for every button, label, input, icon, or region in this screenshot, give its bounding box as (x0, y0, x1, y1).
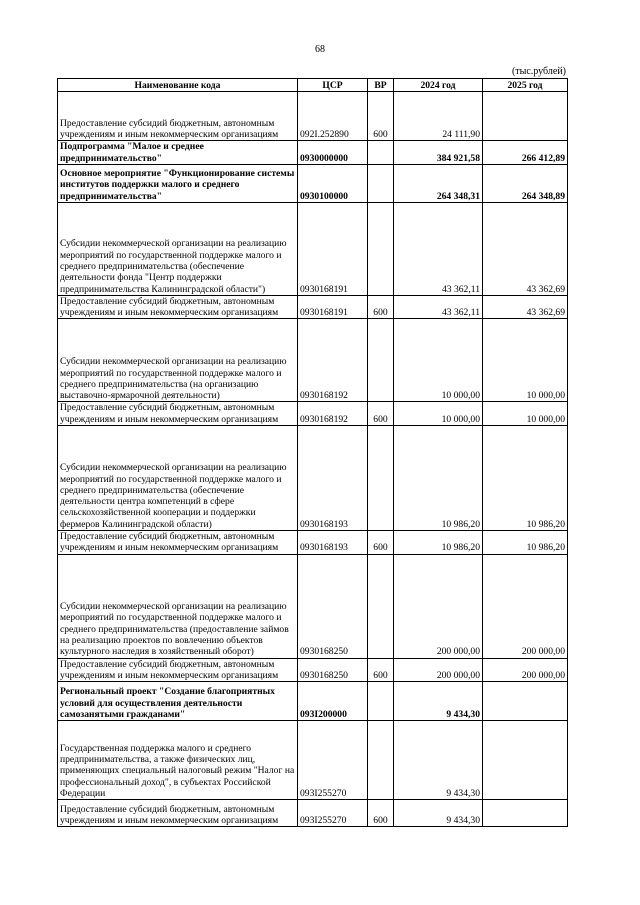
row-2025: 200 000,00 (483, 554, 568, 658)
row-vr (368, 554, 394, 658)
row-2024: 9 434,30 (394, 682, 483, 721)
row-vr (368, 319, 394, 402)
table-row (58, 426, 568, 531)
row-2024: 10 986,20 (394, 531, 483, 555)
row-2025: 266 412,89 (483, 141, 568, 165)
row-2024: 9 434,30 (394, 721, 483, 800)
row-name: Подпрограмма "Малое и среднее предпринимательство" (58, 141, 298, 165)
table-row (58, 402, 568, 426)
row-2025: 10 986,20 (483, 426, 568, 531)
row-vr (368, 164, 394, 202)
row-2024: 24 111,90 (394, 92, 483, 141)
row-2025: 10 000,00 (483, 402, 568, 426)
row-name: Региональный проект "Создание благоприятных условий для осуществления деятельности самозанятыми гражданами" (58, 682, 298, 721)
row-csr: 0930168192 (298, 319, 368, 402)
row-2025: 200 000,00 (483, 658, 568, 682)
row-csr: 093I255270 (298, 800, 368, 827)
header-2025: 2025 год (483, 79, 568, 92)
row-vr: 600 (368, 800, 394, 827)
row-name: Субсидии некоммерческой организации на реализацию мероприятий по государственной поддержке малого и среднего предпринимательства (на организацию выставочно-ярмарочной деятельности) (58, 319, 298, 402)
row-2025 (483, 721, 568, 800)
row-name: Предоставление субсидий бюджетным, автономным учреждениям и иным некоммерческим организациям (58, 402, 298, 426)
row-2024: 10 000,00 (394, 402, 483, 426)
row-2024: 384 921,58 (394, 141, 483, 165)
row-2025: 10 986,20 (483, 531, 568, 555)
row-csr: 0930168193 (298, 531, 368, 555)
row-name: Предоставление субсидий бюджетным, автономным учреждениям и иным некоммерческим организациям (58, 531, 298, 555)
row-csr: 0930168250 (298, 658, 368, 682)
row-name: Субсидии некоммерческой организации на реализацию мероприятий по государственной поддержке малого и среднего предпринимательства (обеспечение деятельности центра компетенций в сфере сельскохозяйственной кооперации и поддержки фермеров Калининградской области) (58, 426, 298, 531)
row-csr: 0930000000 (298, 141, 368, 165)
row-2025 (483, 92, 568, 141)
row-csr: 092I.252890 (298, 92, 368, 141)
row-2024: 43 362,11 (394, 202, 483, 295)
table-row (58, 141, 568, 165)
row-csr: 0930168193 (298, 426, 368, 531)
row-csr: 0930168250 (298, 554, 368, 658)
table-row (58, 164, 568, 202)
row-vr: 600 (368, 402, 394, 426)
row-csr: 0930100000 (298, 164, 368, 202)
table-row (58, 295, 568, 319)
table-header-row (58, 79, 568, 92)
page-number: 68 (315, 44, 325, 55)
table-row (58, 531, 568, 555)
row-vr (368, 202, 394, 295)
row-name: Субсидии некоммерческой организации на реализацию мероприятий по государственной поддержке малого и среднего предпринимательства (предоставление займов на реализацию проектов по вовлечению объектов культурного наследия в хозяйственный оборот) (58, 554, 298, 658)
row-2025: 10 000,00 (483, 319, 568, 402)
header-name: Наименование кода (58, 79, 298, 92)
row-csr: 0930168191 (298, 295, 368, 319)
row-2024: 10 000,00 (394, 319, 483, 402)
row-2024: 43 362,11 (394, 295, 483, 319)
header-csr: ЦСР (298, 79, 368, 92)
row-2024: 10 986,20 (394, 426, 483, 531)
units-label: (тыс.рублей) (511, 66, 566, 77)
table-row (58, 92, 568, 141)
row-vr (368, 141, 394, 165)
row-vr: 600 (368, 658, 394, 682)
row-vr (368, 426, 394, 531)
row-vr (368, 721, 394, 800)
row-name: Основное мероприятие "Функционирование системы институтов поддержки малого и среднего предпринимательства" (58, 164, 298, 202)
row-2025 (483, 800, 568, 827)
row-2025: 43 362,69 (483, 202, 568, 295)
row-name: Предоставление субсидий бюджетным, автономным учреждениям и иным некоммерческим организациям (58, 295, 298, 319)
row-csr: 093I255270 (298, 721, 368, 800)
row-name: Государственная поддержка малого и среднего предпринимательства, а также физических лиц, применяющих специальный налоговый режим "Налог на профессиональный доход", в субъектах Российской Федерации (58, 721, 298, 800)
row-name: Субсидии некоммерческой организации на реализацию мероприятий по государственной поддержке малого и среднего предпринимательства (обеспечение деятельности фонда "Центр поддержки предпринимательства Калининградской области") (58, 202, 298, 295)
row-2025 (483, 682, 568, 721)
table-row (58, 658, 568, 682)
row-name: Предоставление субсидий бюджетным, автономным учреждениям и иным некоммерческим организациям (58, 658, 298, 682)
row-csr: 0930168191 (298, 202, 368, 295)
row-vr: 600 (368, 295, 394, 319)
row-2024: 264 348,31 (394, 164, 483, 202)
budget-table (57, 78, 568, 827)
row-2024: 200 000,00 (394, 554, 483, 658)
row-2024: 9 434,30 (394, 800, 483, 827)
header-vr: ВР (368, 79, 394, 92)
row-vr (368, 682, 394, 721)
table-row (58, 319, 568, 402)
row-csr: 0930168192 (298, 402, 368, 426)
row-name: Предоставление субсидий бюджетным, автономным учреждениям и иным некоммерческим организациям (58, 92, 298, 141)
table-row (58, 682, 568, 721)
row-2025: 264 348,89 (483, 164, 568, 202)
row-name: Предоставление субсидий бюджетным, автономным учреждениям и иным некоммерческим организациям (58, 800, 298, 827)
table-row (58, 721, 568, 800)
table-row (58, 800, 568, 827)
row-vr: 600 (368, 92, 394, 141)
table-row (58, 202, 568, 295)
row-2024: 200 000,00 (394, 658, 483, 682)
table-row (58, 554, 568, 658)
header-2024: 2024 год (394, 79, 483, 92)
row-2025: 43 362,69 (483, 295, 568, 319)
row-csr: 093I200000 (298, 682, 368, 721)
row-vr: 600 (368, 531, 394, 555)
